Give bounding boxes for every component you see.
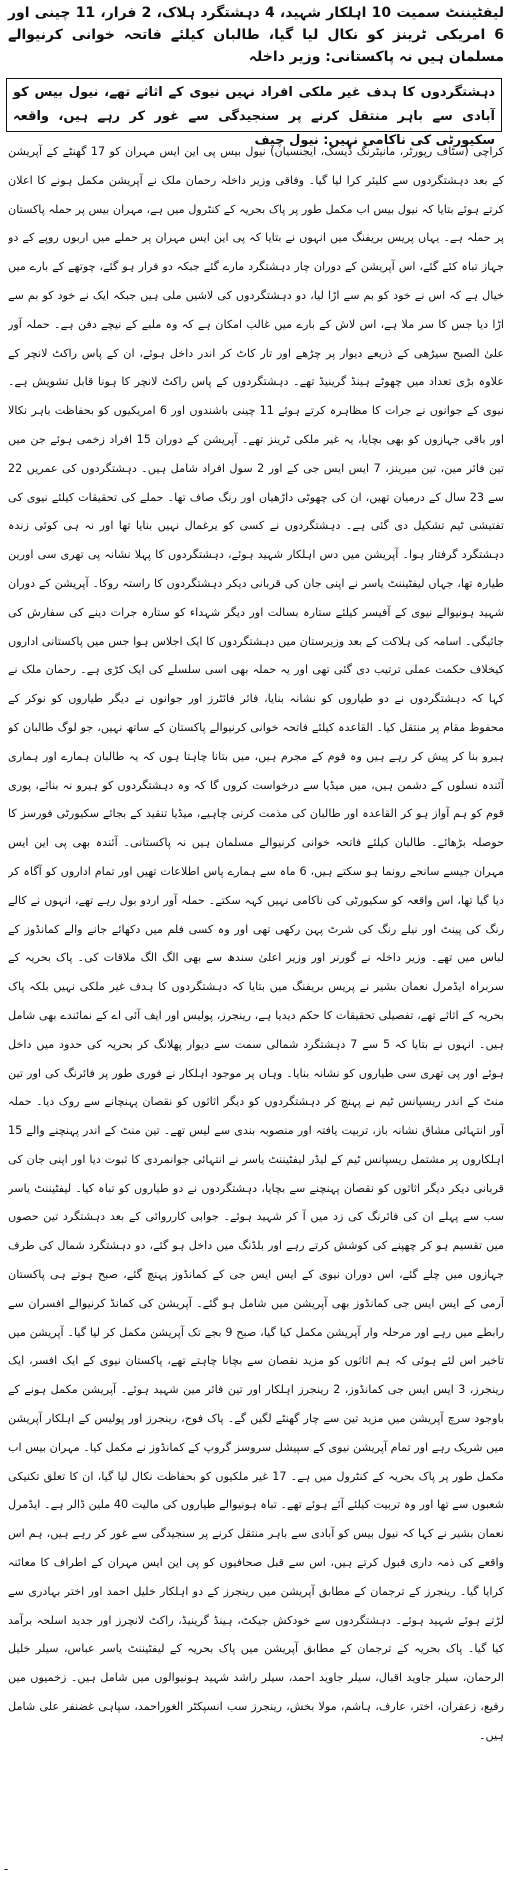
headline: لیفٹیننٹ سمیت 10 اہلکار شہید، 4 دہشتگرد ہلاک، 2 فرار، 11 چینی اور 6 امریکی ٹرینز کو نکال لیا گیا، طالبان کیلئے فاتحہ خوانی کرنیوالے مسلمان ہیں نہ پاکستانی: وزیر داخلہ: [8, 5, 504, 65]
subheadline-box: [6, 78, 502, 148]
subheadline: دہشتگردوں کا ہدف غیر ملکی افراد نہیں نیوی کے اثاثے تھے، نیول بیس کو آبادی سے باہر منتقل کرنے پر سنجیدگی سے غور کر رہے ہیں، واقعہ سکیورٹی کی ناکامی نہیں: نیول چیف: [13, 85, 495, 148]
article-body: [8, 138, 504, 1873]
article-text: کراچی (سٹاف رپورٹر، مانیٹرنگ ڈیسک، ایجنسیاں) نیول بیس پی این ایس مہران کو 17 گھنٹے کے آپریشن کے بعد دہشتگردوں سے کلیئر کرا لیا گیا۔ وفاقی وزیر داخلہ رحمان ملک نے آپریشن مکمل ہونے کا اعلان کرتے ہوئے بتایا کہ نیول بیس اب مکمل طور پر پاک بحریہ کے کنٹرول میں ہے، مہران بیس پر حملہ پاکستان پر حملہ ہے۔ یہاں پریس بریفنگ میں انہوں نے بتایا کہ پی این ایس مہران پر حملے میں اربوں روپے کے دو جہاز تباہ کئے گئے، اس آپریشن کے دوران چار دہشتگرد مارے گئے جبکہ دو فرار ہو گئے، چوتھے کے بارے میں خیال ہے کہ اس نے خود کو بم سے اڑا لیا، دو دہشتگردوں کی لاشیں ملی ہیں جبکہ ایک نے خود کو بم سے اڑا دیا جس کا سر ملا ہے، اس لاش کے بارے میں غالب امکان ہے کہ وہ ملبے کے نیچے دفن ہے۔ حملہ آور علیٰ الصبح سیڑھی کے ذریعے دیوار پر چڑھے اور تار کاٹ کر اندر داخل ہوئے، ان کے پاس راکٹ لانچر کے علاوہ بڑی تعداد میں چھوٹے ہینڈ گرینیڈ تھے۔ دہشتگردوں کے پاس راکٹ لانچر کا ہونا قابل تشویش ہے۔ نیوی کے جوانوں نے جرات کا مظاہرہ کرتے ہوئے 11 چینی باشندوں اور 6 امریکیوں کو بحفاظت باہر نکالا اور باقی جہازوں کو بھی بچایا، یہ غیر ملکی ٹرینز تھے۔ آپریشن کے دوران 15 افراد زخمی ہوئے جن میں تین فائر مین، تین میرینز، 7 ایس ایس جی کے اور 2 سول افراد شامل ہیں۔ دہشتگردوں کی عمریں 22 سے 23 سال کے درمیان تھیں، ان کی چھوٹی داڑھیاں اور رنگ صاف تھا۔ حملے کی تحقیقات کیلئے نیوی کی تفتیشی ٹیم تشکیل دی گئی ہے۔ دہشتگردوں نے کسی کو یرغمال نہیں بنایا تھا اور نہ ہی کوئی زندہ دہشتگرد گرفتار ہوا۔ آپریشن میں دس اہلکار شہید ہوئے، دہشتگردوں کا پہلا نشانہ پی تھری سی اورین طیارہ تھا، جہاں لیفٹیننٹ یاسر نے اپنی جان کی قربانی دیکر دہشتگردوں کا راستہ روکا۔ آپریشن کے دوران شہید ہونیوالے نیوی کے آفیسر کیلئے ستارہ بسالت اور دیگر شہداء کو ستارہ جرات دینے کی سفارش کی جائیگی۔ اسامہ کی ہلاکت کے بعد وزیرستان میں دہشتگردوں کا ایک اجلاس ہوا جس میں پاکستانی اداروں کیخلاف حکمت عملی ترتیب دی گئی تھی اور یہ حملہ بھی اسی سلسلے کی ایک کڑی ہے۔ رحمان ملک نے کہا کہ دہشتگردوں نے دو طیاروں کو نشانہ بنایا، فائر فائٹرز اور جوانوں نے دیگر طیاروں کو نوکر کے محفوظ مقام پر منتقل کیا۔ القاعدہ کیلئے فاتحہ خوانی کرنیوالے پاکستان کے ساتھ نہیں، جو لوگ طالبان کو ہیرو بنا کر پیش کر رہے ہیں وہ قوم کے مجرم ہیں، میں بتانا چاہتا ہوں کہ یہ طالبان ہمارے اور ہماری آئندہ نسلوں کے دشمن ہیں، میں میڈیا سے درخواست کروں گا کہ وہ دہشتگردوں کو ہیرو نہ بنائے، پوری قوم کو ہم آواز ہو کر القاعدہ اور طالبان کی مذمت کرنی چاہیے، میڈیا تنقید کے بجائے سکیورٹی فورسز کا حوصلہ بڑھائے۔ طالبان کیلئے فاتحہ خوانی کرنیوالے مسلمان ہیں نہ پاکستانی۔ آئندہ بھی پی این ایس مہران جیسے سانحے رونما ہو سکتے ہیں، 6 ماہ سے ہمارے پاس اطلاعات تھیں اور تمام اداروں کو آگاہ کر دیا گیا تھا، اس واقعہ کو سکیورٹی کی ناکامی نہیں کہہ سکتے۔ حملہ آور اردو بول رہے تھے، انہوں نے کالے رنگ کی پینٹ اور نیلے رنگ کی شرٹ پہن رکھی تھی اور وہ کسی فلم میں دکھائے جانے والے کمانڈوز کے لباس میں تھے۔ وزیر داخلہ نے گورنر اور وزیر اعلیٰ سندھ سے بھی الگ الگ ملاقات کی۔ پاک بحریہ کے سربراہ ایڈمرل نعمان بشیر نے پریس بریفنگ میں بتایا کہ دہشتگردوں کا ہدف غیر ملکی نہیں بلکہ پاک بحریہ کے اثاثے تھے، تفصیلی تحقیقات کا حکم دیدیا ہے، رینجرز، پولیس اور ایف آئی اے کے نمائندے بھی شامل ہیں۔ انہوں نے بتایا کہ 5 سے 7 دہشتگرد شمالی سمت سے دیوار پھلانگ کر بحریہ کی حدود میں داخل ہوئے اور پی تھری سی طیاروں کو نشانہ بنایا۔ وہاں پر موجود اہلکار نے فوری طور پر فائرنگ کی اور تین منٹ کے اندر ریسپانس ٹیم نے پہنچ کر دہشتگردوں کو دیگر اثاثوں کو نقصان پہنچانے سے روک دیا۔ حملہ آور انتہائی مشاق نشانہ باز، تربیت یافتہ اور منصوبہ بندی سے لیس تھے۔ تین منٹ کے اندر پہنچنے والے 15 اہلکاروں پر مشتمل ریسپانس ٹیم کے لیڈر لیفٹیننٹ یاسر نے انتہائی جوانمردی کا ثبوت دیا اور اپنی جان کی قربانی دیکر دیگر اثاثوں کو نقصان پہنچنے سے بچایا، دہشتگردوں نے دو طیاروں کو تباہ کیا۔ لیفٹیننٹ یاسر سب سے پہلے ان کی فائرنگ کی زد میں آ کر شہید ہوئے۔ جوابی کارروائی کے بعد دہشتگرد تین حصوں میں تقسیم ہو کر چھپنے کی کوشش کرتے رہے اور بلڈنگ میں داخل ہو گئے، دو دہشتگرد شمال کی طرف جہازوں میں چلے گئے، اس دوران نیوی کے ایس ایس جی کے کمانڈوز پہنچ گئے، صبح ہوتے ہی پاکستان آرمی کے ایس ایس جی کمانڈوز بھی آپریشن میں شامل ہو گئے۔ آپریشن کی کمانڈ کرنیوالے افسران سے رابطے میں رہے اور مرحلہ وار آپریشن مکمل کیا گیا، صبح 9 بجے تک آپریشن مکمل کر لیا گیا۔ آپریشن میں تاخیر اس لئے ہوئی کہ ہم اثاثوں کو مزید نقصان سے بچانا چاہتے تھے، پاکستان نیوی کے ایک افسر، ایک رینجرز، 3 ایس ایس جی کمانڈوز، 2 رینجرز اہلکار اور تین فائر مین شہید ہوئے۔ آپریشن مکمل ہونے کے باوجود سرچ آپریشن میں مزید تین سے چار گھنٹے لگیں گے۔ پاک فوج، رینجرز اور پولیس کے اہلکار آپریشن میں شریک رہے اور تمام آپریشن نیوی کے سپیشل سروسز گروپ کے کمانڈوز نے مکمل کیا۔ مہران بیس اب مکمل طور پر پاک بحریہ کے کنٹرول میں ہے۔ 17 غیر ملکیوں کو بحفاظت نکال لیا گیا، ان کا تعلق تکنیکی شعبوں سے تھا اور وہ تربیت کیلئے آئے ہوئے تھے۔ تباہ ہونیوالے طیاروں کی مالیت 40 ملین ڈالر ہے۔ ایڈمرل نعمان بشیر نے کہا کہ نیول بیس کو آبادی سے باہر منتقل کرنے پر سنجیدگی سے غور کر رہے ہیں، ہم اس واقعے کی ذمہ داری قبول کرتے ہیں، اس سے قبل صحافیوں کو پی این ایس مہران کے اطراف کا معائنہ کرایا گیا۔ رینجرز کے ترجمان کے مطابق آپریشن میں رینجرز کے دو اہلکار خلیل احمد اور اختر بہادری سے لڑتے ہوئے شہید ہوئے۔ دہشتگردوں سے خودکش جیکٹ، ہینڈ گرینیڈ، راکٹ لانچرز اور جدید اسلحہ برآمد کیا گیا۔ پاک بحریہ کے ترجمان کے مطابق آپریشن میں پاک بحریہ کے لیفٹیننٹ یاسر عباس، سیلر خلیل الرحمان، سیلر جاوید اقبال، سیلر جاوید احمد، سیلر راشد شہید ہونیوالوں میں شامل ہیں۔ زخمیوں میں رفیع، زعفران، اختر، عارف، ہاشم، مولا بخش، رینجرز سب انسپکٹر الغوراحمد، سپاہی غضنفر علی شامل ہیں۔: [8, 145, 504, 1742]
end-dash: -: [4, 1862, 9, 1876]
